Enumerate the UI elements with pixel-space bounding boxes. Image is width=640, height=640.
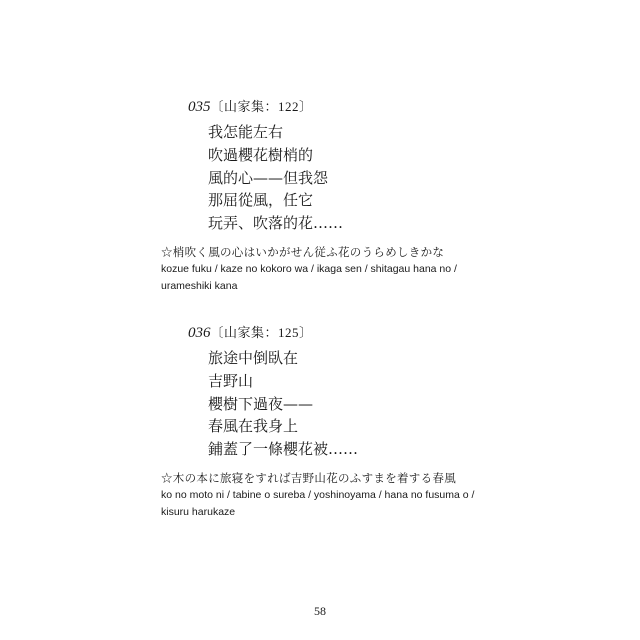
poem-source: 〔山家集：122〕 [210,99,313,114]
poem-lines [208,121,343,235]
waka-japanese: ☆木の本に旅寝をすれば吉野山花のふすまを着する春風 [161,471,456,485]
waka-036 [161,470,501,521]
romaji-line: ko no moto ni / tabine o sureba / yoshinoyama / hana no fusuma o / [161,489,475,501]
poem-line: 春風在我身上 [208,417,299,436]
poem-header [188,97,343,117]
romaji-line: kisuru harukaze [161,506,236,518]
waka-035 [161,244,501,295]
poem-line: 吹過櫻花樹梢的 [208,145,314,164]
poem-035 [188,97,343,235]
poem-number: 035 [188,99,211,115]
poem-036 [188,323,358,461]
poem-line: 吉野山 [208,371,254,390]
poem-number: 036 [188,325,211,341]
poem-line: 旅途中倒臥在 [208,349,299,367]
poem-lines [208,347,358,461]
poem-line: 風的心——但我怨 [208,168,329,187]
poem-line: 那屈從風，任它 [208,191,314,210]
romaji-line: kozue fuku / kaze no kokoro wa / ikaga sen / shitagau hana no / [161,263,457,275]
poem-source: 〔山家集：125〕 [210,325,313,340]
page-number: 58 [314,604,326,618]
poem-line: 鋪蓋了一條櫻花被…… [208,440,359,459]
poem-line: 櫻樹下過夜—— [208,394,314,413]
waka-romaji [161,487,501,521]
waka-romaji [161,261,501,295]
poem-header [188,323,358,343]
romaji-line: urameshiki kana [161,280,238,292]
poem-line: 我怎能左右 [208,123,284,141]
poem-line: 玩弄、吹落的花…… [208,214,344,233]
waka-japanese: ☆梢吹く風の心はいかがせん従ふ花のうらめしきかな [161,245,445,259]
